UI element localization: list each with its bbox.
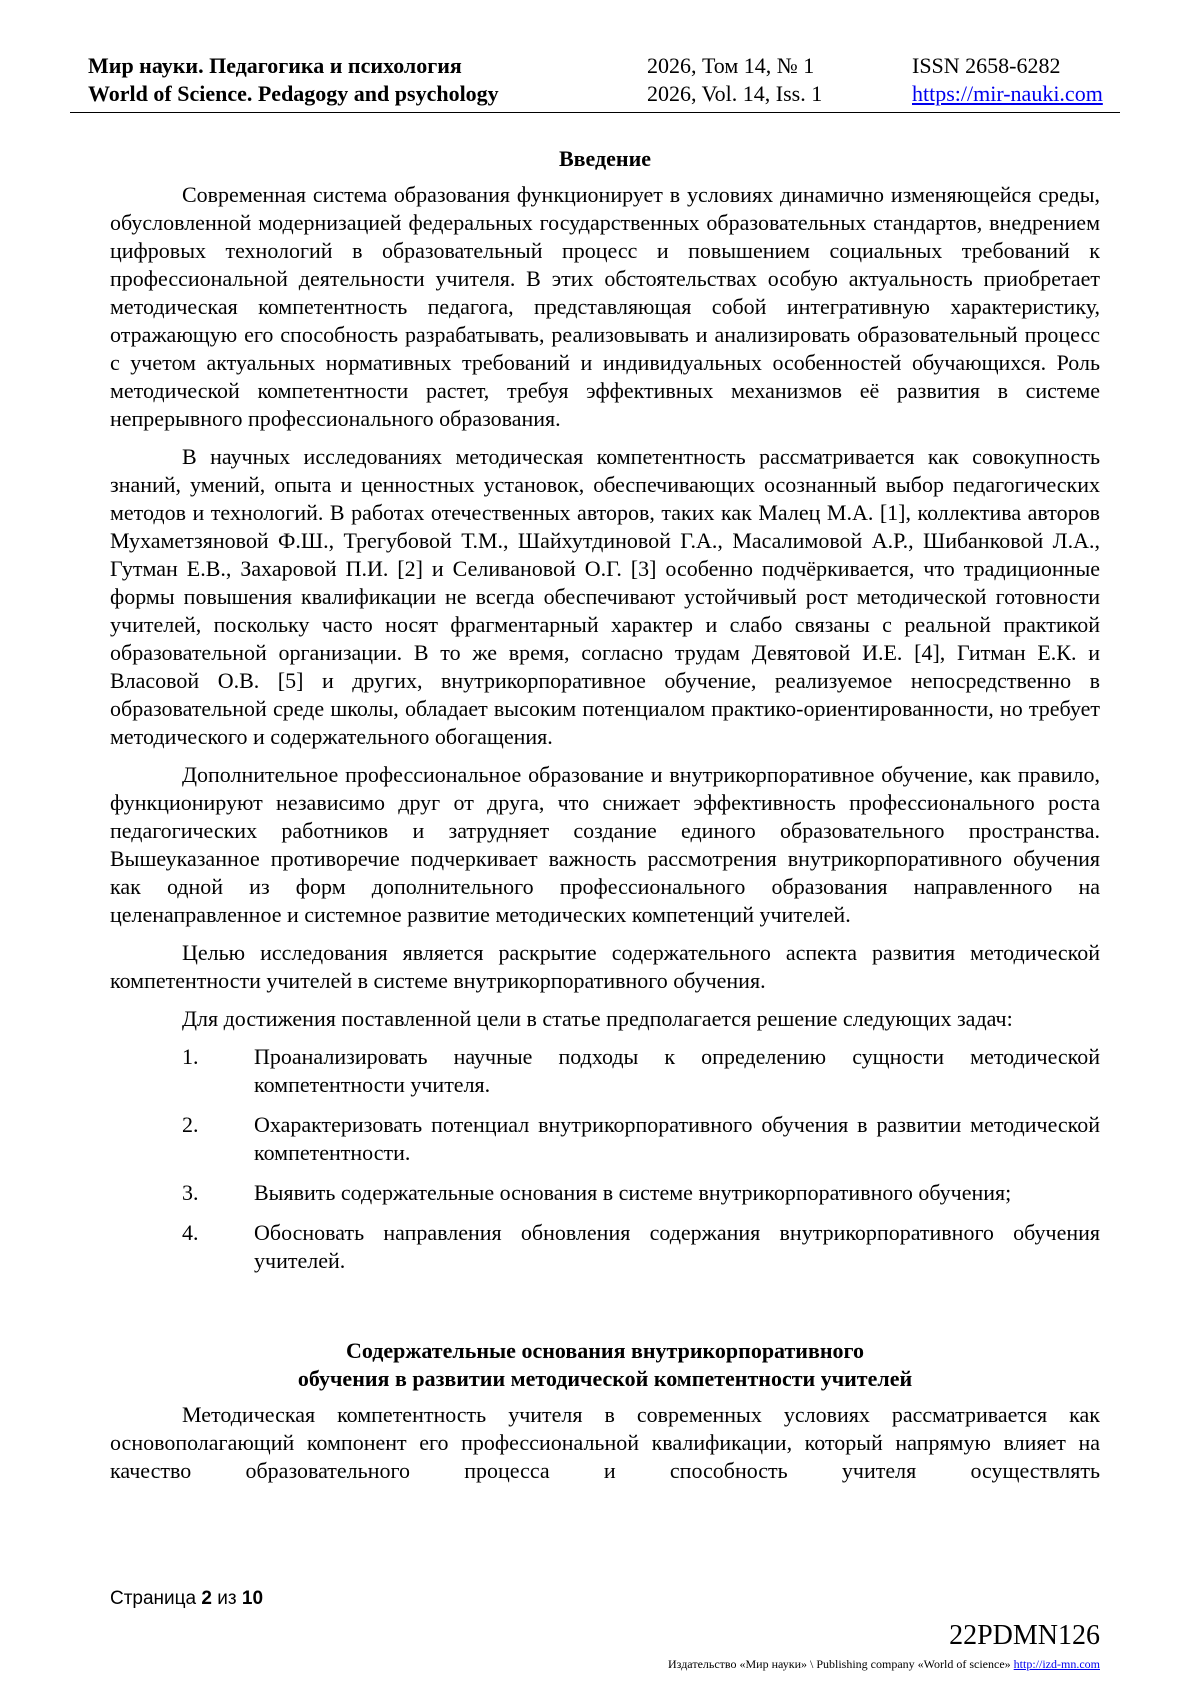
list-item-text: Охарактеризовать потенциал внутрикорпоративного обучения в развитии методической компетентности.: [254, 1112, 1100, 1165]
page-number: [110, 1588, 263, 1610]
issn-block: [912, 52, 1103, 108]
intro-paragraph-5: Для достижения поставленной цели в статье предполагается решение следующих задач:: [182, 1006, 1013, 1031]
section2-heading: [110, 1337, 1100, 1393]
issn: ISSN 2658-6282: [912, 53, 1061, 78]
publisher-text: Издательство «Мир науки» \ Publishing company «World of science»: [668, 1657, 1011, 1671]
issue-ru: 2026, Том 14, № 1: [647, 53, 815, 78]
list-item-number: 1.: [182, 1044, 199, 1069]
publisher-link[interactable]: http://izd-mn.com: [1013, 1657, 1100, 1671]
section2-paragraph-1: Методическая компетентность учителя в современных условиях рассматривается как основополагающий компонент его профессиональной квалификации, который напрямую влияет на качество образовательного процесса и способность учителя осуществлять: [110, 1402, 1100, 1483]
publisher-line: [668, 1656, 1100, 1672]
running-header: [70, 52, 1120, 113]
intro-paragraph-3: Дополнительное профессиональное образование и внутрикорпоративное обучение, как правило, функционируют независимо друг от друга, что снижает эффективность профессионального роста педагогических работников и затрудняет создание единого образовательного пространства. Вышеуказанное противоречие подчеркивает важность рассмотрения внутрикорпоративного обучения как одной из форм дополнительного профессионального образования направленного на целенаправленное и системное развитие методических компетенций учителей.: [110, 762, 1100, 927]
list-item: [110, 1111, 1100, 1167]
list-item-number: 2.: [182, 1112, 199, 1137]
list-item-text: Обосновать направления обновления содержания внутрикорпоративного обучения учителей.: [254, 1220, 1100, 1273]
page-of: из: [217, 1588, 237, 1609]
page-current: 2: [201, 1588, 212, 1609]
intro-paragraph-2: В научных исследованиях методическая компетентность рассматривается как совокупность знаний, умений, опыта и ценностных установок, обеспечивающих осознанный выбор педагогических методов и технологий. В работах отечественных авторов, таких как Малец М.А. [1], коллектива авторов Мухаметзяновой Ф.Ш., Трегубовой Т.М., Шайхутдиновой Г.А., Масалимовой А.Р., Шибанковой Л.А., Гутман Е.В., Захаровой П.И. [2] и Селивановой О.Г. [3] особенно подчёркивается, что традиционные формы повышения квалификации не всегда обеспечивают устойчивый рост методической готовности учителей, поскольку часто носят фрагментарный характер и слабо связаны с реальной практикой образовательной организации. В то же время, согласно трудам Девятовой И.Е. [4], Гитман Е.К. и Власовой О.В. [5] и других, внутрикорпоративное обучение, реализуемое непосредственно в образовательной среде школы, обладает высоким потенциалом практико-ориентированности, но требует методического и содержательного обогащения.: [110, 444, 1100, 749]
list-item-text: Проанализировать научные подходы к определению сущности методической компетентности учителя.: [254, 1044, 1100, 1097]
article-body: [110, 145, 1100, 1495]
issue-en: 2026, Vol. 14, Iss. 1: [647, 81, 823, 106]
tasks-list: [110, 1043, 1100, 1275]
list-item-text: Выявить содержательные основания в системе внутрикорпоративного обучения;: [254, 1180, 1012, 1205]
journal-title-ru: Мир науки. Педагогика и психология: [88, 53, 462, 78]
list-item-number: 4.: [182, 1220, 199, 1245]
page-word: Страница: [110, 1588, 197, 1609]
page-total: 10: [241, 1588, 264, 1609]
section2-heading-line1: Содержательные основания внутрикорпоративного: [346, 1338, 864, 1363]
intro-paragraph-1: Современная система образования функционирует в условиях динамично изменяющейся среды, обусловленной модернизацией федеральных государственных образовательных стандартов, внедрением цифровых технологий в образовательный процесс и повышением социальных требований к профессиональной деятельности учителя. В этих обстоятельствах особую актуальность приобретает методическая компетентность педагога, представляющая собой интегративную характеристику, отражающую его способность разрабатывать, реализовывать и анализировать образовательный процесс с учетом актуальных нормативных требований и индивидуальных особенностей обучающихся. Роль методической компетентности растет, требуя эффективных механизмов её развития в системе непрерывного профессионального образования.: [110, 182, 1100, 431]
article-code: 22PDMN126: [949, 1620, 1100, 1651]
list-item: [110, 1179, 1100, 1207]
journal-title-en: World of Science. Pedagogy and psychology: [88, 81, 499, 106]
journal-title-block: [88, 52, 499, 108]
list-item: [110, 1219, 1100, 1275]
list-item: [110, 1043, 1100, 1099]
section2-heading-line2: обучения в развитии методической компетентности учителей: [297, 1366, 913, 1391]
issue-block: [647, 52, 822, 108]
list-item-number: 3.: [182, 1180, 199, 1205]
intro-paragraph-4: Целью исследования является раскрытие содержательного аспекта развития методической компетентности учителей в системе внутрикорпоративного обучения.: [110, 940, 1100, 993]
journal-site-link[interactable]: https://mir-nauki.com: [912, 81, 1103, 106]
intro-heading: Введение: [558, 146, 652, 171]
section-gap: [110, 1287, 1100, 1337]
